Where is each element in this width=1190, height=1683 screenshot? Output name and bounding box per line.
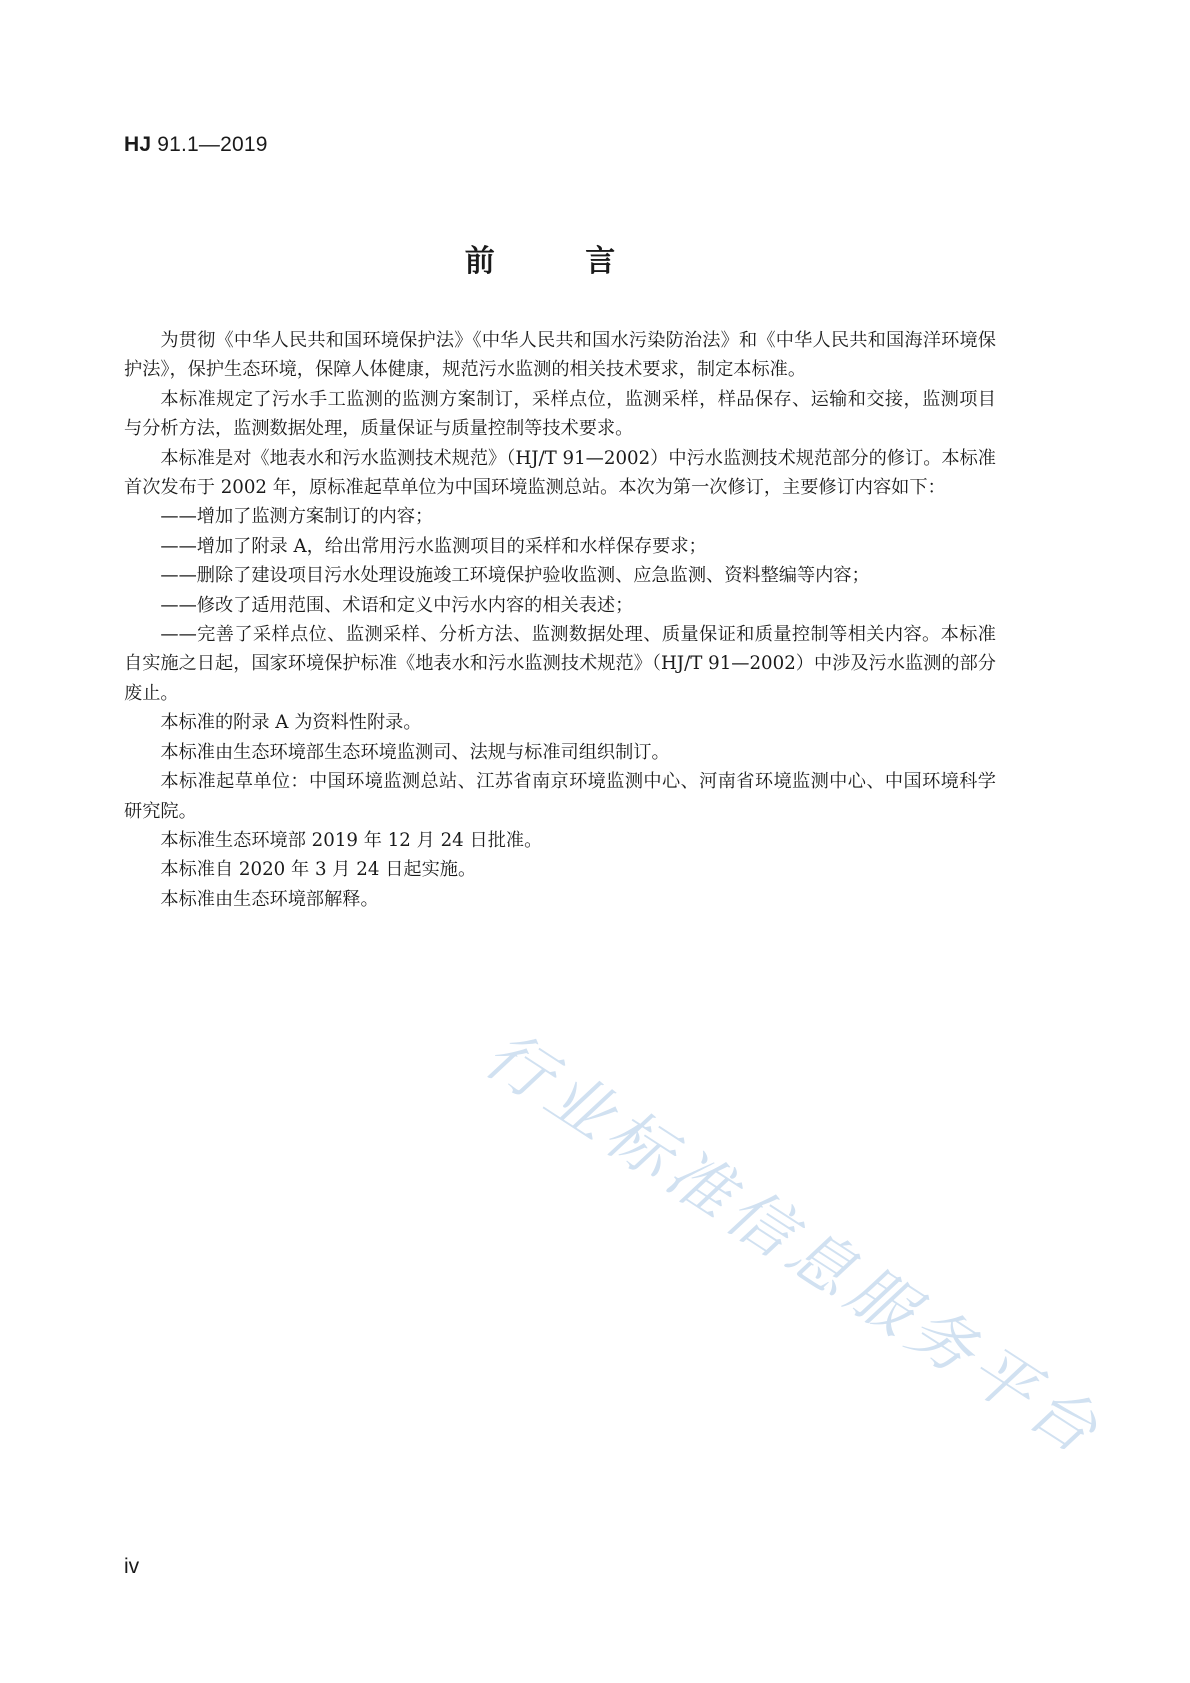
standard-code-number: 91.1—2019 xyxy=(157,133,268,156)
page-number: iv xyxy=(124,1555,140,1578)
foreword-body xyxy=(124,326,996,914)
page-title: 前 言 xyxy=(464,244,656,279)
paragraph-appendix: 本标准的附录 A 为资料性附录。 xyxy=(160,712,422,734)
paragraph-purpose: 为贯彻《中华人民共和国环境保护法》《中华人民共和国水污染防治法》和《中华人民共和国海洋环境保护法》，保护生态环境，保障人体健康，规范污水监测的相关技术要求，制定本标准。 xyxy=(124,330,996,381)
revision-item: ——修改了适用范围、术语和定义中污水内容的相关表述； xyxy=(160,594,634,616)
standard-code-header xyxy=(124,133,268,157)
paragraph-drafters: 本标准起草单位：中国环境监测总站、江苏省南京环境监测中心、河南省环境监测中心、中国环境科学研究院。 xyxy=(124,771,996,822)
paragraph-interpretation: 本标准由生态环境部解释。 xyxy=(160,888,379,910)
revision-item: ——增加了附录 A，给出常用污水监测项目的采样和水样保存要求； xyxy=(160,535,707,557)
paragraph-organizer: 本标准由生态环境部生态环境监测司、法规与标准司组织制订。 xyxy=(160,741,670,763)
revision-item: ——增加了监测方案制订的内容； xyxy=(160,506,434,528)
paragraph-revision: 本标准是对《地表水和污水监测技术规范》（HJ/T 91—2002）中污水监测技术规范部分的修订。本标准首次发布于 2002 年，原标准起草单位为中国环境监测总站。本次为第一次修订，主要修订内容如下： xyxy=(124,447,996,499)
watermark: 行业标准信息服务平台 xyxy=(471,1017,1116,1472)
standard-code-prefix: HJ xyxy=(124,133,152,156)
paragraph-scope: 本标准规定了污水手工监测的监测方案制订，采样点位，监测采样，样品保存、运输和交接，监测项目与分析方法，监测数据处理，质量保证与质量控制等技术要求。 xyxy=(124,388,996,440)
paragraph-approval: 本标准生态环境部 2019 年 12 月 24 日批准。 xyxy=(160,829,543,851)
revision-item: ——删除了建设项目污水处理设施竣工环境保护验收监测、应急监测、资料整编等内容； xyxy=(160,565,870,587)
revision-item: ——完善了采样点位、监测采样、分析方法、监测数据处理、质量保证和质量控制等相关内容。本标准自实施之日起，国家环境保护标准《地表水和污水监测技术规范》（HJ/T 91—2002）中涉及污水监测的部分废止。 xyxy=(124,624,996,704)
paragraph-effective-date: 本标准自 2020 年 3 月 24 日起实施。 xyxy=(160,859,477,881)
